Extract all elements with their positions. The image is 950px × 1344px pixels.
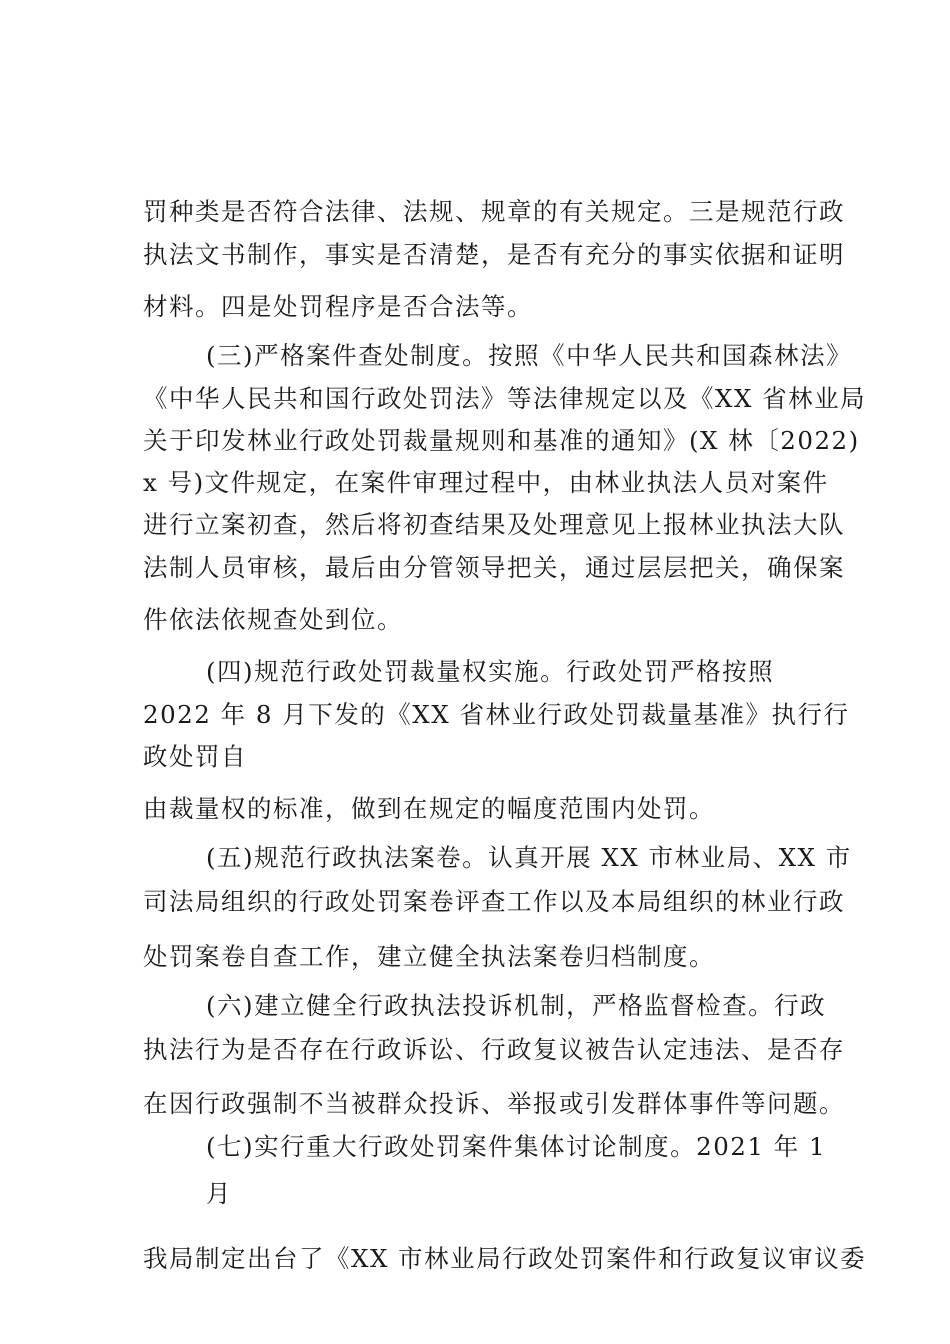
section-heading-7: (七)实行重大行政处罚案件集体讨论制度。2021 年 1 xyxy=(206,1132,827,1161)
section-heading-6: (六)建立健全行政执法投诉机制，严格监督检查。行政 xyxy=(206,991,827,1020)
body-text-line: 我局制定出台了《XX 市林业局行政处罚案件和行政复议审议委 xyxy=(143,1244,867,1273)
body-text-line: 在因行政强制不当被群众投诉、举报或引发群体事件等问题。 xyxy=(143,1089,845,1118)
body-text-line: 关于印发林业行政处罚裁量规则和基准的通知》(X 林〔2022) xyxy=(143,426,860,455)
body-text-line: 政处罚自 xyxy=(143,742,247,771)
body-text-line: 件依法依规查处到位。 xyxy=(143,605,403,634)
body-text-line: 《中华人民共和国行政处罚法》等法律规定以及《XX 省林业局 xyxy=(143,384,867,413)
body-text-line: 执法行为是否存在行政诉讼、行政复议被告认定违法、是否存 xyxy=(143,1035,845,1064)
body-text-line: 执法文书制作，事实是否清楚，是否有充分的事实依据和证明 xyxy=(143,240,845,269)
body-text-line: 法制人员审核，最后由分管领导把关，通过层层把关，确保案 xyxy=(143,553,845,582)
section-heading-5: (五)规范行政执法案卷。认真开展 XX 市林业局、XX 市 xyxy=(206,843,852,872)
body-text-line: 月 xyxy=(206,1179,232,1208)
section-heading-4: (四)规范行政处罚裁量权实施。行政处罚严格按照 xyxy=(206,657,775,686)
body-text-line: x 号)文件规定，在案件审理过程中，由林业执法人员对案件 xyxy=(143,468,829,497)
body-text-line: 罚种类是否符合法律、法规、规章的有关规定。三是规范行政 xyxy=(143,197,845,226)
body-text-line: 司法局组织的行政处罚案卷评查工作以及本局组织的林业行政 xyxy=(143,887,845,916)
body-text-line: 由裁量权的标准，做到在规定的幅度范围内处罚。 xyxy=(143,794,715,823)
body-text-line: 进行立案初查，然后将初查结果及处理意见上报林业执法大队 xyxy=(143,510,845,539)
body-text-line: 处罚案卷自查工作，建立健全执法案卷归档制度。 xyxy=(143,942,715,971)
section-heading-3: (三)严格案件查处制度。按照《中华人民共和国森林法》 xyxy=(206,341,853,370)
body-text-line: 材料。四是处罚程序是否合法等。 xyxy=(143,292,533,321)
body-text-line: 2022 年 8 月下发的《XX 省林业行政处罚裁量基准》执行行 xyxy=(143,700,850,729)
